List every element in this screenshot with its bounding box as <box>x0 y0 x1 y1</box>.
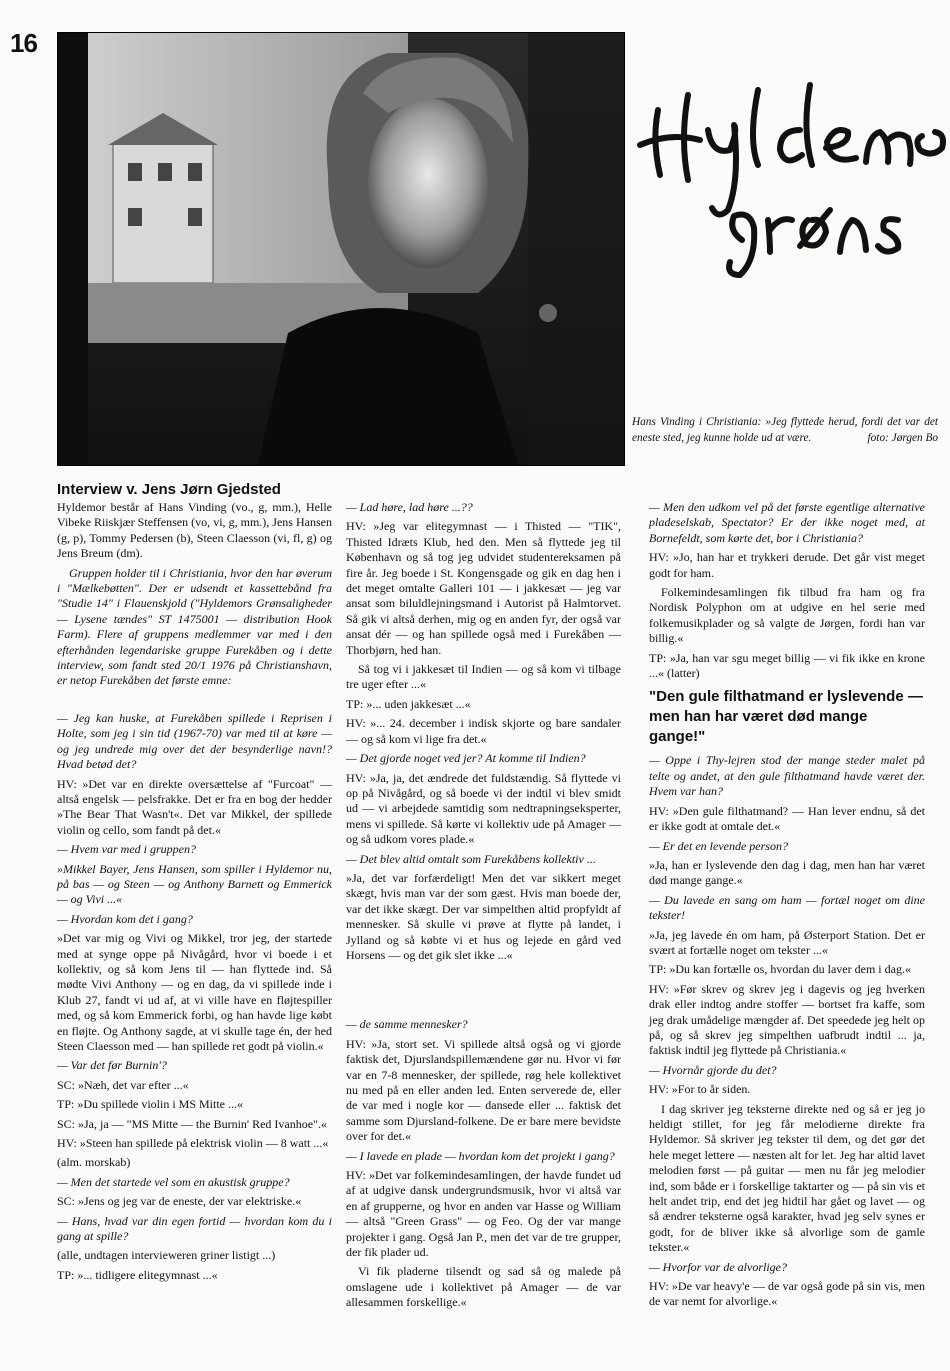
interview-paragraph: »Det var mig og Vivi og Mikkel, tror jeg, der startede med at synge oppe på Nivågård, hvor vi boede i et kollektiv, og så kom Jens til — han flyttede ind. Så mødte Vivi Anthony — og en dag, da vi spillede inde i Klub 27, fandt vi ud af, at vi ville have en fløjtespiller med, og så kom Emmerick forbi, og han havde lige købt en fløjte. Og Anthony sagde, at vi skulle tage én, der hed Steen Claesson med — han spillede ret godt på violin.« <box>57 931 332 1053</box>
interview-paragraph: HV: »Jo, han har et trykkeri derude. Det går vist meget godt for ham. <box>649 550 925 580</box>
interview-paragraph: TP: »... uden jakkesæt ...« <box>346 696 471 711</box>
interview-question: — Hvem var med i gruppen? <box>57 842 196 857</box>
byline: Interview v. Jens Jørn Gjedsted <box>57 481 281 498</box>
interview-paragraph: »Ja, det var forfærdeligt! Men det var sikkert meget skægt, hvis man var der som gæst. Hvis man boede der, var det ikke skægt. Der var simpelthen altid propfyldt af mennesker. Så skulle vi prøve at flytte på landet, i Jylland og så købte vi et hus og lejede en gård ved Horsens — og det gik slet ikke ...« <box>346 870 621 962</box>
spacer <box>57 693 332 711</box>
interview-question: — Men det startede vel som en akustisk gruppe? <box>57 1174 290 1189</box>
interview-question: — Det blev altid omtalt som Furekåbens kollektiv ... <box>346 851 596 866</box>
handwritten-title-art <box>630 70 950 280</box>
interview-question: — Var det før Burnin'? <box>57 1058 167 1073</box>
interview-paragraph: I dag skriver jeg teksterne direkte ned og så er jeg jo heldigt stillet, for jeg får melodierne direkte fra Hyldemor. Så skriver jeg tekster til dem, og det gør det hele meget lettere — næsten alt for let. Jeg har altid lavet melodien først — på guitar — men nu får jeg melodier ind, som både er i forskellige taktarter og — på sin vis et helt andet trip, end det jeg hidtil har gået og lavet — og så ændrer teksterne også karakter, hvad jeg selv synes er godt, for de bliver ikke så alvorlige som de gamle tekster.« <box>649 1101 925 1255</box>
photo-caption <box>632 414 938 446</box>
interview-question: Gruppen holder til i Christiania, hvor den har øverum i "Mælkebøtten". Der er udsendt et kassettebånd fra "Studie 14" i Flauenskjold ("Hyldemors Grønsaligheder — Lysene tændes" ST 1475001 — distribution Hook Farm). Flere af gruppens medlemmer var med i den efterhånden legendariske gruppe Furekåben og i dette interview, som fandt sted 20/1 1976 på Christianshavn, er netop Furekåben det første emne: <box>57 565 332 688</box>
interview-question: — Hans, hvad var din egen fortid — hvordan kom du i gang at spille? <box>57 1213 332 1244</box>
interview-paragraph: HV: »... 24. december i indisk skjorte og bare sandaler — og så kom vi lige fra det.« <box>346 716 621 746</box>
interview-paragraph: »Ja, jeg lavede én om ham, på Østerport Station. Det er svært at fortælle noget om tekster ...« <box>649 927 925 957</box>
interview-paragraph: SC: »Ja, ja — "MS Mitte — the Burnin' Red Ivanhoe".« <box>57 1116 327 1131</box>
interview-question: — Lad høre, lad høre ...?? <box>346 500 473 514</box>
subheading: "Den gule filthatmand er lyslevende — men han har været død mange gange!" <box>649 688 923 746</box>
interview-paragraph: HV: »Den gule filthatmand? — Han lever endnu, så det er ikke godt at omtale det.« <box>649 803 925 834</box>
interview-paragraph: TP: »... tidligere elitegymnast ...« <box>57 1267 218 1282</box>
interview-question: — Det gjorde noget ved jer? At komme til Indien? <box>346 751 586 766</box>
interview-paragraph: »Ja, han er lyslevende den dag i dag, men han har været død mange gange.« <box>649 857 925 888</box>
interview-question: »Mikkel Bayer, Jens Hansen, som spiller i Hyldemor nu, på bas — og Steen — og Anthony Barnett og Emmerick — og Vivi ...« <box>57 861 332 907</box>
interview-question: — I lavede en plade — hvordan kom det projekt i gang? <box>346 1148 615 1163</box>
interview-paragraph: HV: »De var heavy'e — de var også gode på sin vis, men de var nemt for alvorlige.« <box>649 1279 925 1309</box>
interview-paragraph: HV: »Ja, ja, det ændrede det fuldstændig. Så flyttede vi op på Nivågård, og så boede vi der indtil vi blev smidt ud — vi arbejdede samtidig som nedtrapningseksperter, mens vi spillede. Så kørte vi kollektiv ude på Amager — og så udkom vores plade.« <box>346 770 621 847</box>
interview-paragraph: HV: »Steen han spillede på elektrisk violin — 8 watt ...« <box>57 1136 329 1151</box>
headline <box>630 70 950 280</box>
interview-question: — Du lavede en sang om ham — fortæl noget om dine tekster! <box>649 892 925 923</box>
interview-paragraph: Hyldemor består af Hans Vinding (vo., g, mm.), Helle Vibeke Riiskjær Steffensen (vo, vi, g, mm.), Jens Hansen (g, p), Tommy Pedersen (b), Steen Claesson (vi, fl, g) og Jens Breum (dm). <box>57 500 332 561</box>
text-column-2 <box>346 500 621 1315</box>
portrait-photo <box>57 32 625 466</box>
interview-paragraph: (alle, undtagen intervieweren griner listigt ...) <box>57 1248 276 1263</box>
interview-paragraph: (alm. morskab) <box>57 1155 131 1170</box>
photo-credit: foto: Jørgen Bo <box>867 432 938 444</box>
interview-paragraph: HV: »Jeg var elitegymnast — i Thisted — "TIK", Thisted Idræts Klub, hed den. Men så flyttede jeg til København og så tog jeg udvidet studentereksamen på fire år. Jeg boede i St. Kongensgade og gik en dag hen i det meget omtalte Galleri 101 — i jakkesæt — jeg var ansat som biluldlejningsmand i Autorist på Halmtorvet. Så gik vi altså derhen, mig og en anden fyr, der også var ansat dér — og han spillede også med i Furekåben — Thorbjørn, hed han. <box>346 519 621 657</box>
interview-question: — Hvornår gjorde du det? <box>649 1062 777 1077</box>
interview-question: — Jeg kan huske, at Furekåben spillede i Reprisen i Holte, som jeg i sin tid (1967-70) var med til at køre — og jeg undrede mig over det der besynderlige navn!? Hvad betød det? <box>57 710 332 772</box>
interview-question: — Oppe i Thy-lejren stod der mange steder malet på telte og andet, at den gule filthatmand havde været der. Hvem var han? <box>649 753 925 799</box>
interview-paragraph: Folkemindesamlingen fik tilbud fra ham og fra Nordisk Polyphon om at udgive en hel serie med folkemusikplader og så valgte de Jørgen, fordi han var billig.« <box>649 585 925 646</box>
interview-paragraph: TP: »Du spillede violin i MS Mitte ...« <box>57 1097 244 1112</box>
page-number: 16 <box>10 28 37 58</box>
text-column-1 <box>57 500 332 1287</box>
interview-paragraph: TP: »Du kan fortælle os, hvordan du laver dem i dag.« <box>649 962 911 977</box>
interview-paragraph: SC: »Jens og jeg var de eneste, der var elektriske.« <box>57 1194 302 1209</box>
interview-paragraph: HV: »Før skrev og skrev jeg i dagevis og jeg hverken drak eller indtog andre stoffer — bortset fra kaffe, som jeg drak umådelige mængder af. Det speedede jeg helt op på, og så skrev jeg simpelthen uafbrudt indtil ... ja, faktisk indtil jeg flyttede på Christiania.« <box>649 981 925 1058</box>
caption-text: Hans Vinding i Christiania: »Jeg flyttede herud, fordi det var det eneste sted, jeg kunne holde ud at være. <box>632 416 938 444</box>
interview-paragraph: Vi fik pladerne tilsendt og sad så og malede på omslagene ude i kollektivet på Amager — de var allesammen forskellige.« <box>346 1264 621 1310</box>
interview-paragraph: SC: »Næh, det var efter ...« <box>57 1077 189 1092</box>
interview-paragraph: HV: »For to år siden. <box>649 1082 751 1097</box>
interview-paragraph: HV: »Det var folkemindesamlingen, der havde fundet ud af at udgive dansk undergrundsmusik, hvor vi altså var en af grupperne, og hvor en anden var Hasse og William — altså "Green Grass" — og Feo. Og der var mange projekter i gang. Også Jan P., men det var de tre grupper, der fik plader ud. <box>346 1168 621 1260</box>
interview-question: — de samme mennesker? <box>346 1017 468 1032</box>
interview-question: — Hvorfor var de alvorlige? <box>649 1259 787 1274</box>
interview-paragraph: HV: »Ja, stort set. Vi spillede altså også og vi gjorde faktisk det, Djurslandspillemændene gør nu. Hvor vi før var en 7-8 mennesker, der spillede, røg hele kollektivet nu med på en eller anden led. Enten serverede de, eller de var med i nogle kor — dansede eller ... faktisk det samme som Djursland-folkene. De er bare mere bevidste over for det.« <box>346 1036 621 1144</box>
interview-question: — Hvordan kom det i gang? <box>57 911 193 926</box>
interview-question: — Er det en levende person? <box>649 838 788 853</box>
interview-paragraph: HV: »Det var en direkte oversættelse af "Furcoat" — altså engelsk — pelsfrakke. Det er fra en bog der hedder »The Bear That Wasn't«. Det var Mikkel, der spillede violin og cello, som fandt på det.« <box>57 776 332 837</box>
interview-question: — Men den udkom vel på det første egentlige alternative pladeselskab, Spectator? Er der ikke noget med, at Bornefeldt, som kørte det, bor i Christiania? <box>649 500 925 545</box>
interview-paragraph: TP: »Ja, han var sgu meget billig — vi fik ikke en krone ...« (latter) <box>649 650 925 681</box>
spacer <box>346 967 621 1017</box>
text-column-3 <box>649 500 925 1314</box>
interview-paragraph: Så tog vi i jakkesæt til Indien — og så kom vi tilbage tre uger efter ...« <box>346 662 621 692</box>
